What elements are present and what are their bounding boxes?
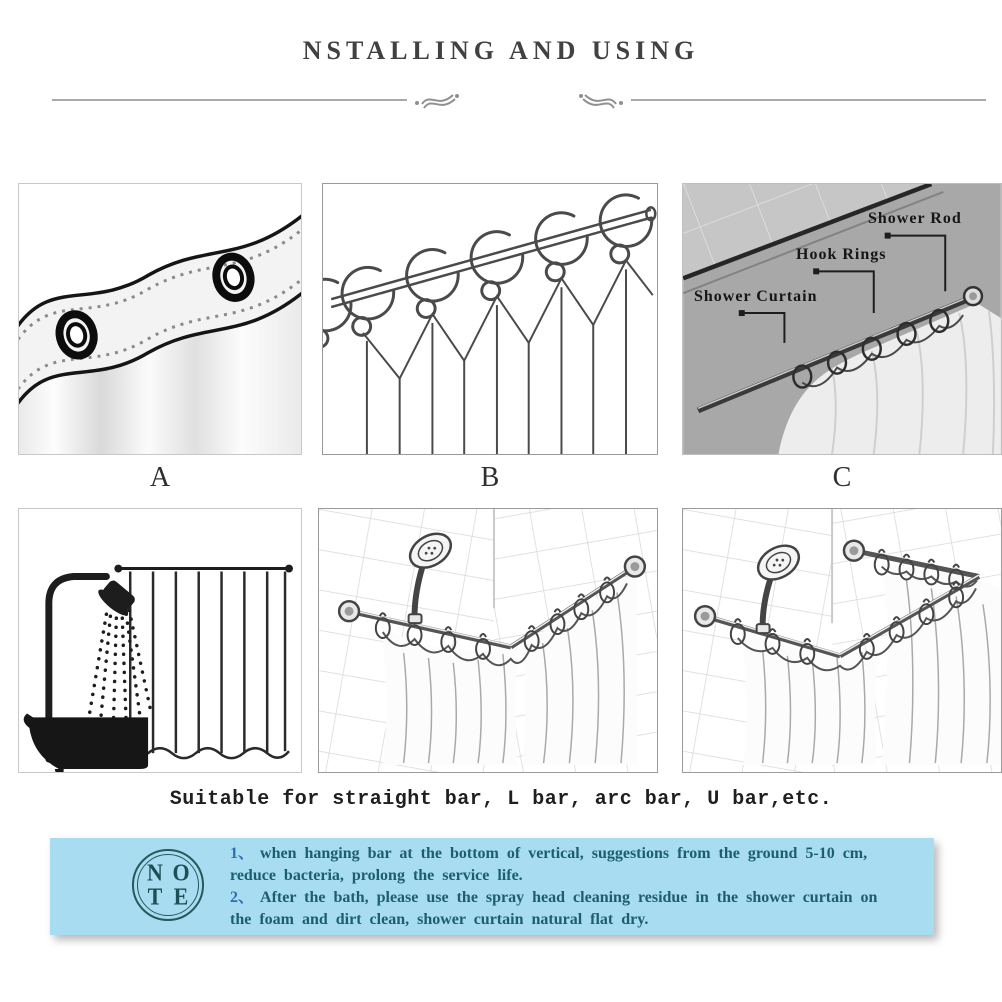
note-item-2-text: After the bath, please use the spray head cleaning residue in the shower curtain on the foam and dirt clean, shower curtain natural flat dry. (230, 889, 878, 928)
title-divider (52, 88, 986, 112)
hook-rings-illustration (323, 184, 657, 454)
l-bar-installation-illustration (319, 509, 657, 772)
note-badge-inner-circle (137, 854, 199, 916)
panel-a (18, 183, 302, 455)
u-bar-installation-illustration (683, 509, 1001, 772)
bathtub-curtain-illustration (19, 509, 301, 772)
panel-l-bar (318, 508, 658, 773)
note-item-1 (230, 843, 902, 887)
note-item-1-text: when hanging bar at the bottom of vertical, suggestions from the ground 5-10 cm, reduce bacteria, prolong the service life. (230, 845, 868, 884)
suitable-line: Suitable for straight bar, L bar, arc bar, U bar,etc. (169, 788, 833, 811)
note-letter-t: T (147, 882, 163, 910)
shower-curtain-label: Shower Curtain (694, 288, 818, 305)
hook-rings-label: Hook Rings (796, 246, 887, 263)
panel-a-caption: A (149, 462, 171, 493)
divider-line-right (631, 99, 986, 102)
panel-b-caption: B (480, 462, 500, 493)
note-box (50, 838, 934, 935)
divider-line-left (52, 99, 407, 102)
panel-bathtub (18, 508, 302, 773)
note-badge-icon (132, 849, 204, 921)
panel-c-caption: C (832, 462, 852, 493)
note-text (230, 843, 902, 931)
note-item-2 (230, 887, 902, 931)
panel-b (322, 183, 658, 455)
note-item-1-number: 1、 (230, 845, 255, 862)
panel-u-bar (682, 508, 1002, 773)
note-letter-o: O (172, 858, 190, 886)
swirl-ornament-left-icon (413, 88, 461, 112)
shower-rod-label: Shower Rod (868, 210, 962, 227)
page-title: NSTALLING AND USING (302, 36, 700, 65)
note-letter-e: E (173, 882, 189, 910)
swirl-ornament-right-icon (577, 88, 625, 112)
note-letter-n: N (147, 858, 163, 886)
grommet-curtain-illustration (19, 184, 301, 454)
note-item-2-number: 2、 (230, 889, 255, 906)
